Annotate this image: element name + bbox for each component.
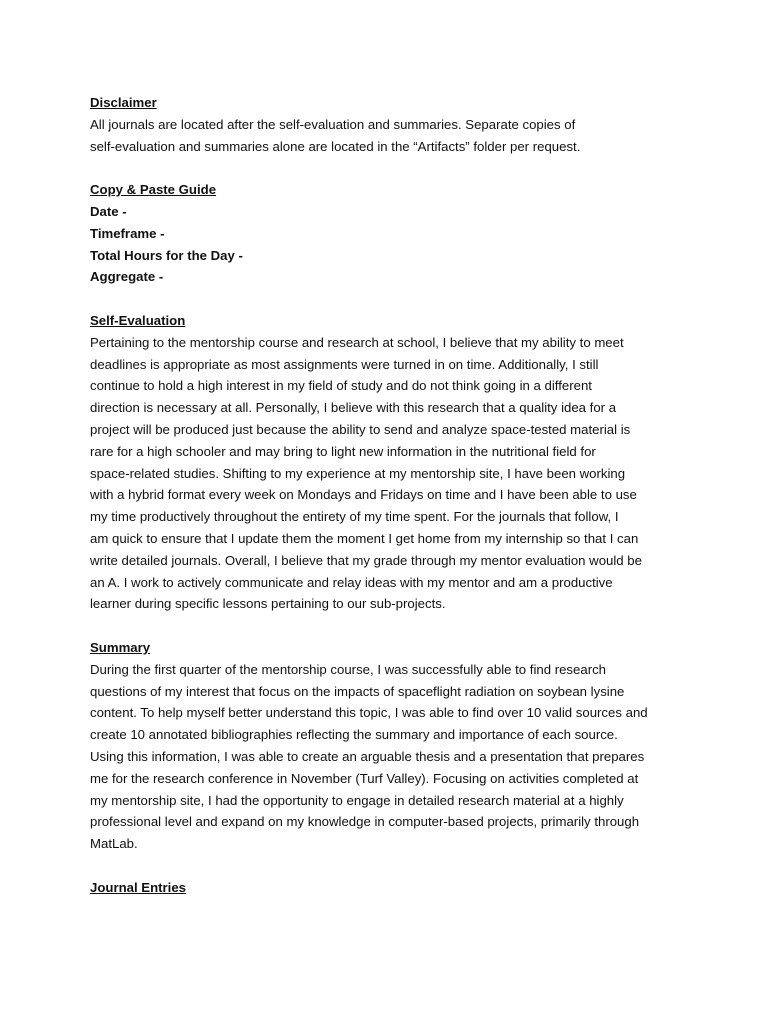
disclaimer-text (90, 114, 686, 158)
summary-line: my mentorship site, I had the opportunity to engage in detailed research material at a highly (90, 792, 624, 808)
self-evaluation-line: rare for a high schooler and may bring to light new information in the nutritional field for (90, 443, 596, 459)
summary-line: During the first quarter of the mentorship course, I was successfully able to find research (90, 661, 607, 677)
self-evaluation-section (90, 310, 686, 615)
document-page (90, 92, 686, 898)
summary-line: professional level and expand on my knowledge in computer-based projects, primarily through (90, 814, 640, 830)
self-evaluation-text (90, 332, 686, 615)
summary-section (90, 637, 686, 855)
disclaimer-heading: Disclaimer (90, 95, 157, 110)
self-evaluation-line: with a hybrid format every week on Mondays and Fridays on time and I have been able to use (90, 487, 637, 503)
summary-line: MatLab. (90, 836, 138, 852)
journal-entries-section (90, 877, 686, 899)
self-evaluation-line: space-related studies. Shifting to my experience at my mentorship site, I have been working (90, 465, 626, 481)
guide-field-timeframe: Timeframe - (90, 225, 165, 241)
summary-line: content. To help myself better understand this topic, I was able to find over 10 valid sources and (90, 705, 648, 721)
copy-paste-guide-heading: Copy & Paste Guide (90, 182, 217, 198)
summary-heading: Summary (90, 639, 151, 655)
self-evaluation-line: Pertaining to the mentorship course and research at school, I believe that my ability to meet (90, 334, 624, 350)
self-evaluation-line: project will be produced just because the ability to send and analyze space-tested material is (90, 421, 631, 437)
self-evaluation-line: my time productively throughout the entirety of my time spent. For the journals that follow, I (90, 509, 619, 525)
copy-paste-guide-section (90, 179, 686, 288)
disclaimer-line: All journals are located after the self-evaluation and summaries. Separate copies of (90, 116, 576, 132)
summary-line: me for the research conference in November (Turf Valley). Focusing on activities completed at (90, 770, 639, 786)
guide-field-date: Date - (90, 203, 127, 219)
journal-entries-heading: Journal Entries (90, 879, 187, 895)
guide-field-aggregate: Aggregate - (90, 269, 164, 285)
self-evaluation-line: deadlines is appropriate as most assignments were turned in on time. Additionally, I still (90, 356, 599, 372)
summary-line: Using this information, I was able to create an arguable thesis and a presentation that prepares (90, 748, 645, 764)
summary-line: create 10 annotated bibliographies reflecting the summary and importance of each source. (90, 727, 618, 743)
self-evaluation-line: continue to hold a high interest in my field of study and do not think going in a different (90, 378, 592, 394)
self-evaluation-line: learner during specific lessons pertaining to our sub-projects. (90, 596, 446, 612)
self-evaluation-line: an A. I work to actively communicate and relay ideas with my mentor and am a productive (90, 574, 613, 590)
disclaimer-section (90, 92, 686, 157)
summary-line: questions of my interest that focus on the impacts of spaceflight radiation on soybean lysine (90, 683, 625, 699)
guide-field-total-hours: Total Hours for the Day - (90, 247, 243, 263)
self-evaluation-line: am quick to ensure that I update them the moment I get home from my internship so that I can (90, 530, 639, 546)
disclaimer-line: self-evaluation and summaries alone are located in the “Artifacts” folder per request. (90, 138, 581, 154)
self-evaluation-line: write detailed journals. Overall, I believe that my grade through my mentor evaluation would be (90, 552, 642, 568)
summary-text (90, 659, 686, 855)
self-evaluation-heading: Self-Evaluation (90, 312, 186, 328)
self-evaluation-line: direction is necessary at all. Personally, I believe with this research that a quality idea for a (90, 400, 617, 416)
